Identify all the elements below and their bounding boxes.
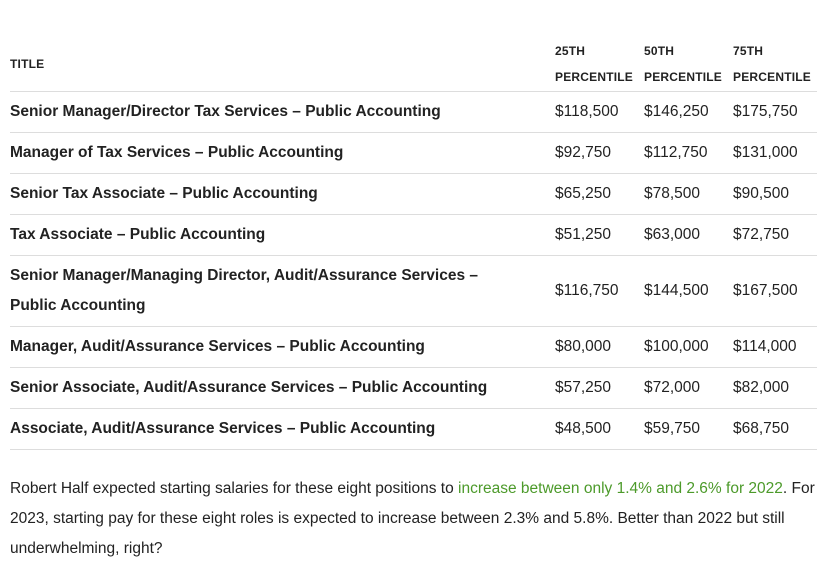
- row-75th: $114,000: [733, 327, 817, 368]
- table-row: [10, 174, 817, 215]
- row-25th: $116,750: [555, 256, 644, 327]
- header-25th-percentile: [555, 36, 644, 92]
- table-row: [10, 92, 817, 133]
- header-50th-bottom: PERCENTILE: [644, 69, 723, 84]
- row-50th: $78,500: [644, 174, 733, 215]
- header-75th-percentile: [733, 36, 817, 92]
- row-75th: $82,000: [733, 368, 817, 409]
- row-title: Manager, Audit/Assurance Services – Public Accounting: [10, 327, 555, 368]
- row-title: Senior Manager/Director Tax Services – Public Accounting: [10, 92, 555, 133]
- row-75th: $167,500: [733, 256, 817, 327]
- row-50th: $112,750: [644, 133, 733, 174]
- header-25th-top: 25TH: [555, 43, 586, 58]
- row-75th: $72,750: [733, 215, 817, 256]
- header-75th-bottom: PERCENTILE: [733, 69, 812, 84]
- table-row: [10, 215, 817, 256]
- salary-table: [10, 36, 817, 450]
- header-50th-percentile: [644, 36, 733, 92]
- salary-table-container: [10, 36, 817, 450]
- row-75th: $68,750: [733, 409, 817, 450]
- row-25th: $48,500: [555, 409, 644, 450]
- row-50th: $72,000: [644, 368, 733, 409]
- row-title: Tax Associate – Public Accounting: [10, 215, 555, 256]
- row-title: Senior Tax Associate – Public Accounting: [10, 174, 555, 215]
- table-row: [10, 327, 817, 368]
- row-25th: $65,250: [555, 174, 644, 215]
- row-50th: $146,250: [644, 92, 733, 133]
- row-title: Senior Associate, Audit/Assurance Services – Public Accounting: [10, 368, 555, 409]
- row-title: Associate, Audit/Assurance Services – Public Accounting: [10, 409, 555, 450]
- paragraph-text-after: . For 2023, starting pay for these eight roles is expected to increase between 2.3% and 5.8%. Better than 2022 but still underwhelming, right?: [10, 480, 815, 557]
- table-row: [10, 409, 817, 450]
- row-75th: $131,000: [733, 133, 817, 174]
- table-header: [10, 36, 817, 92]
- header-title-label: TITLE: [10, 56, 45, 71]
- table-body: [10, 92, 817, 450]
- row-25th: $57,250: [555, 368, 644, 409]
- row-50th: $144,500: [644, 256, 733, 327]
- row-75th: $90,500: [733, 174, 817, 215]
- row-title: Senior Manager/Managing Director, Audit/Assurance Services – Public Accounting: [10, 256, 555, 327]
- header-row: [10, 36, 817, 92]
- paragraph-text-before: Robert Half expected starting salaries for these eight positions to: [10, 480, 459, 497]
- row-title: Manager of Tax Services – Public Accounting: [10, 133, 555, 174]
- table-row: [10, 133, 817, 174]
- row-25th: $92,750: [555, 133, 644, 174]
- row-25th: $118,500: [555, 92, 644, 133]
- salary-increase-link[interactable]: increase between only 1.4% and 2.6% for 2022: [458, 480, 783, 497]
- row-25th: $51,250: [555, 215, 644, 256]
- table-row: [10, 256, 817, 327]
- row-50th: $63,000: [644, 215, 733, 256]
- row-50th: $100,000: [644, 327, 733, 368]
- header-50th-top: 50TH: [644, 43, 675, 58]
- header-75th-top: 75TH: [733, 43, 764, 58]
- header-25th-bottom: PERCENTILE: [555, 69, 634, 84]
- row-25th: $80,000: [555, 327, 644, 368]
- summary-paragraph: [10, 474, 822, 564]
- row-50th: $59,750: [644, 409, 733, 450]
- row-75th: $175,750: [733, 92, 817, 133]
- header-title: [10, 36, 555, 92]
- table-row: [10, 368, 817, 409]
